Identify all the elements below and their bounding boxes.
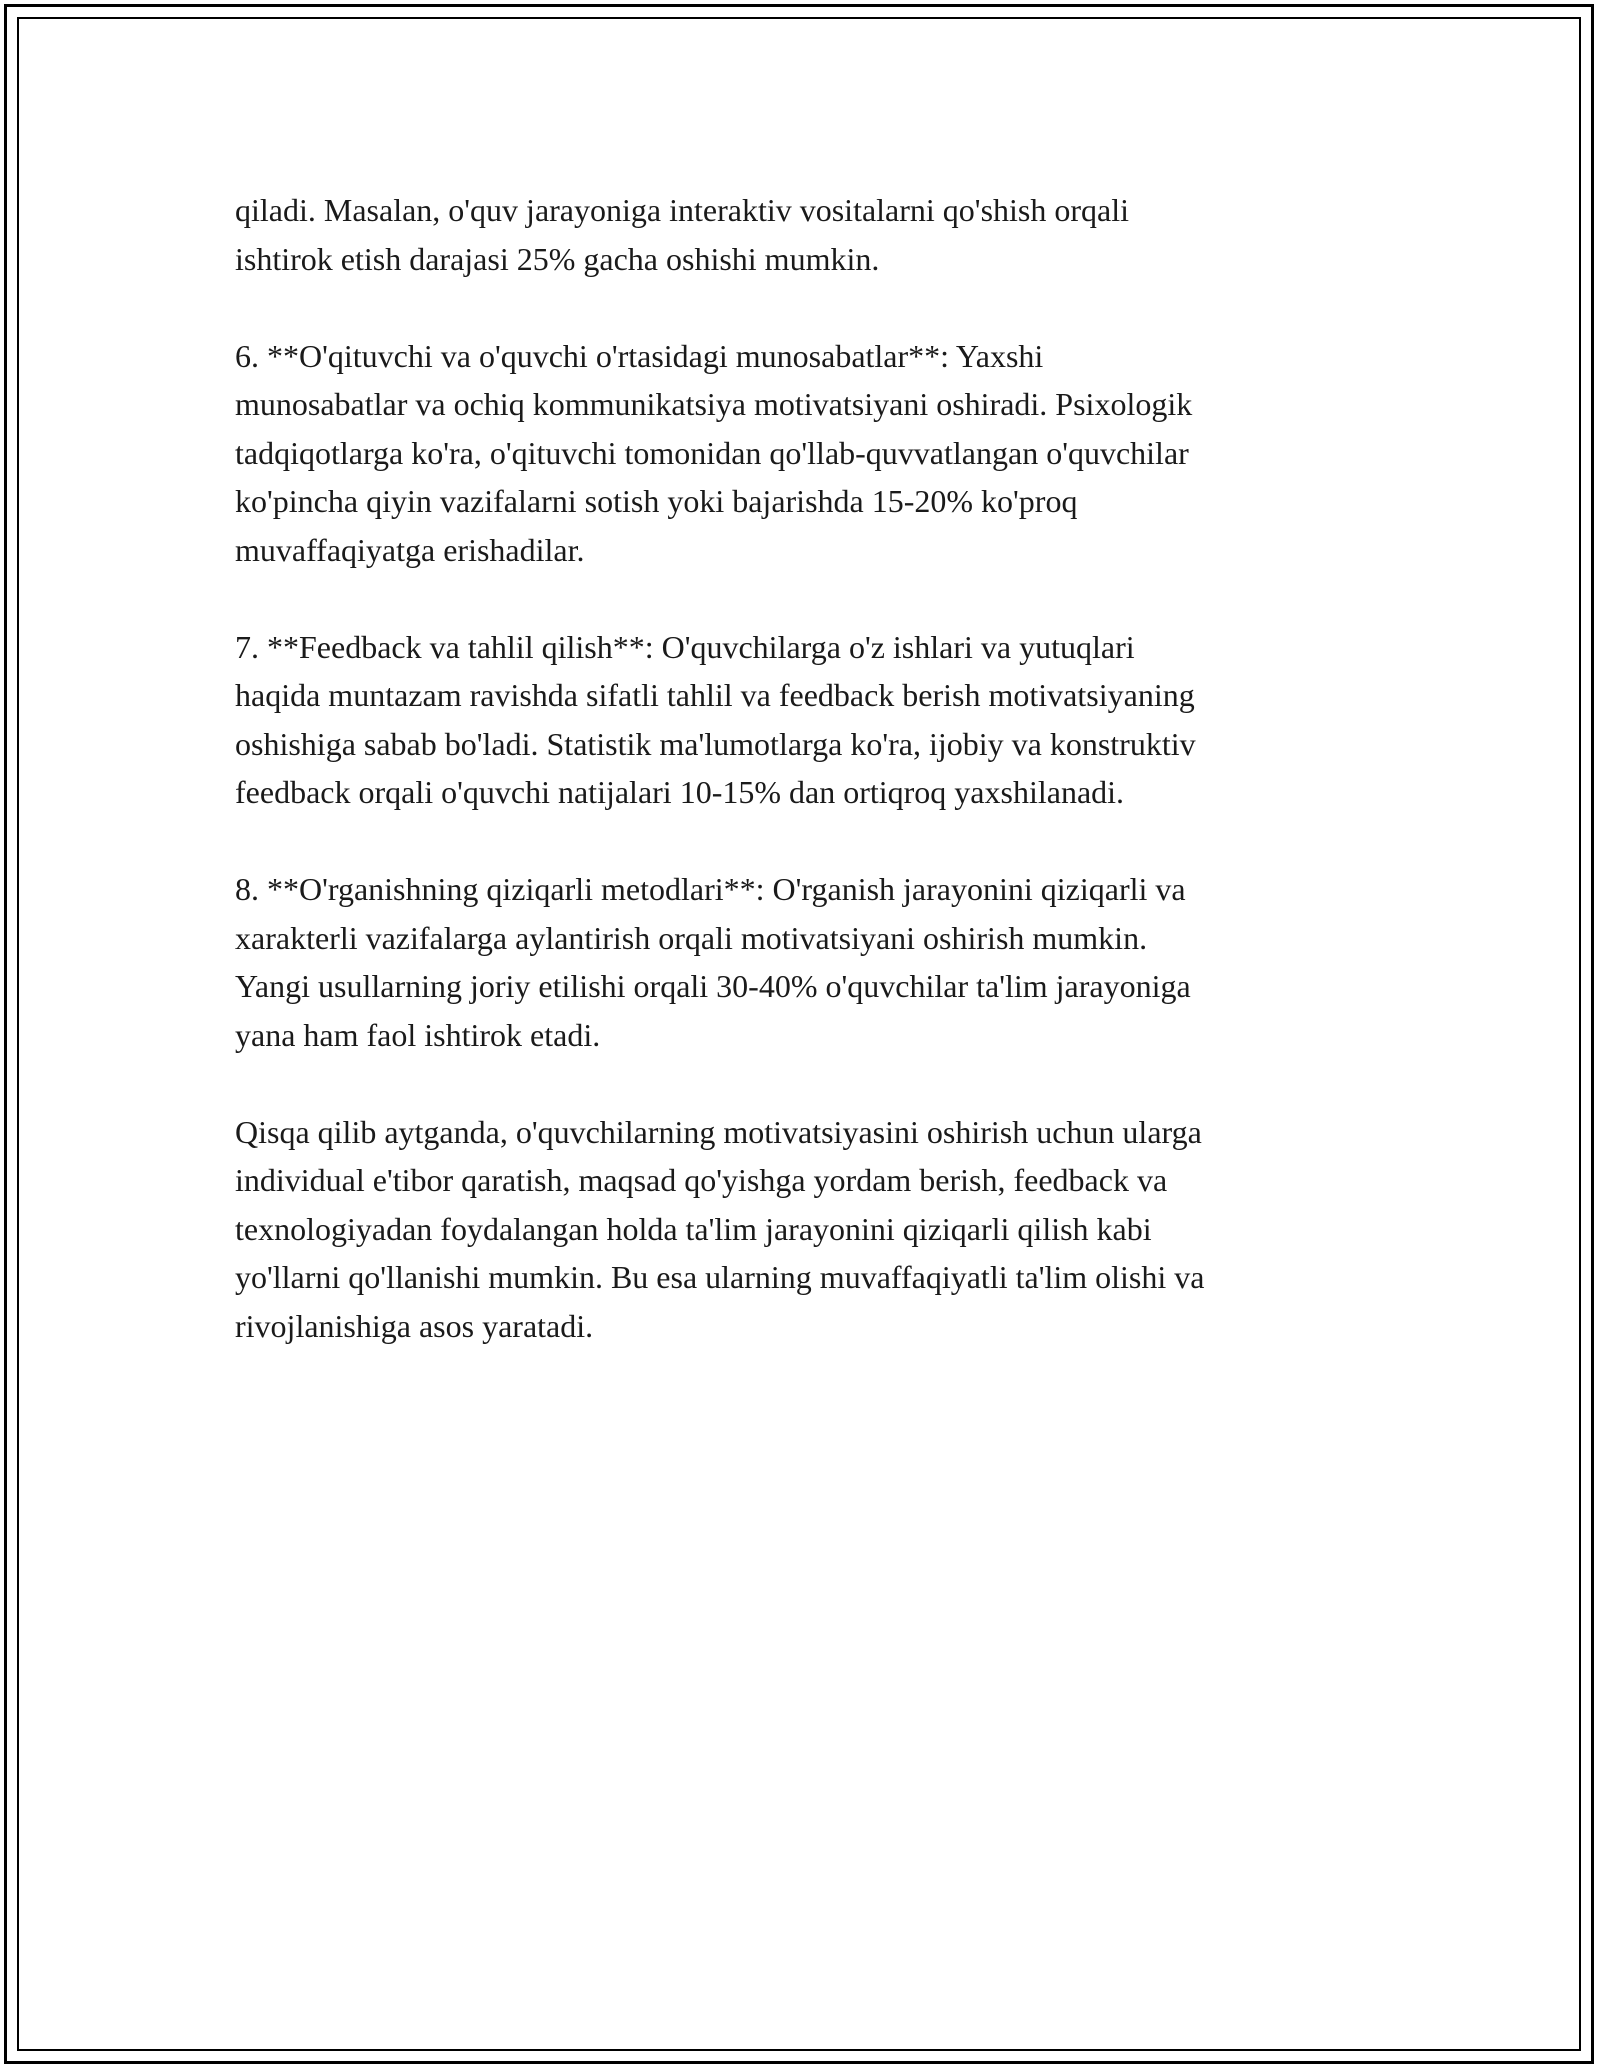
paragraph-item-7: 7. **Feedback va tahlil qilish**: O'quvchilarga o'z ishlari va yutuqlari haqida muntazam ravishda sifatli tahlil va feedback berish motivatsiyaning oshishiga sabab bo'ladi. Statistik ma'lumotlarga ko'ra, ijobiy va konstruktiv feedback orqali o'quvchi natijalari 10-15% dan ortiqroq yaxshilanadi. (235, 628, 1196, 810)
paragraph-item-8: 8. **O'rganishning qiziqarli metodlari**: O'rganish jarayonini qiziqarli va xarakterli vazifalarga aylantirish orqali motivatsiyani oshirish mumkin. Yangi usullarning joriy etilishi orqali 30-40% o'quvchilar ta'lim jarayoniga yana ham faol ishtirok etadi. (235, 871, 1191, 1053)
paragraph-item-6: 6. **O'qituvchi va o'quvchi o'rtasidagi munosabatlar**: Yaxshi munosabatlar va ochiq kommunikatsiya motivatsiyani oshiradi. Psixologik tadqiqotlarga ko'ra, o'qituvchi tomonidan qo'llab-quvvatlangan o'quvchilar ko'pincha qiyin vazifalarni sotish yoki bajarishda 15-20% ko'proq muvaffaqiyatga erishadilar. (235, 337, 1193, 568)
paragraph-continuation: qiladi. Masalan, o'quv jarayoniga interaktiv vositalarni qo'shish orqali ishtirok etish darajasi 25% gacha oshishi mumkin. (235, 192, 1129, 277)
paragraph-conclusion: Qisqa qilib aytganda, o'quvchilarning motivatsiyasini oshirish uchun ularga individual e'tibor qaratish, maqsad qo'yishga yordam berish, feedback va texnologiyadan foydalangan holda ta'lim jarayonini qiziqarli qilish kabi yo'llarni qo'llanishi mumkin. Bu esa ularning muvaffaqiyatli ta'lim olishi va rivojlanishiga asos yaratadi. (235, 1113, 1205, 1344)
document-body (235, 186, 1365, 1399)
